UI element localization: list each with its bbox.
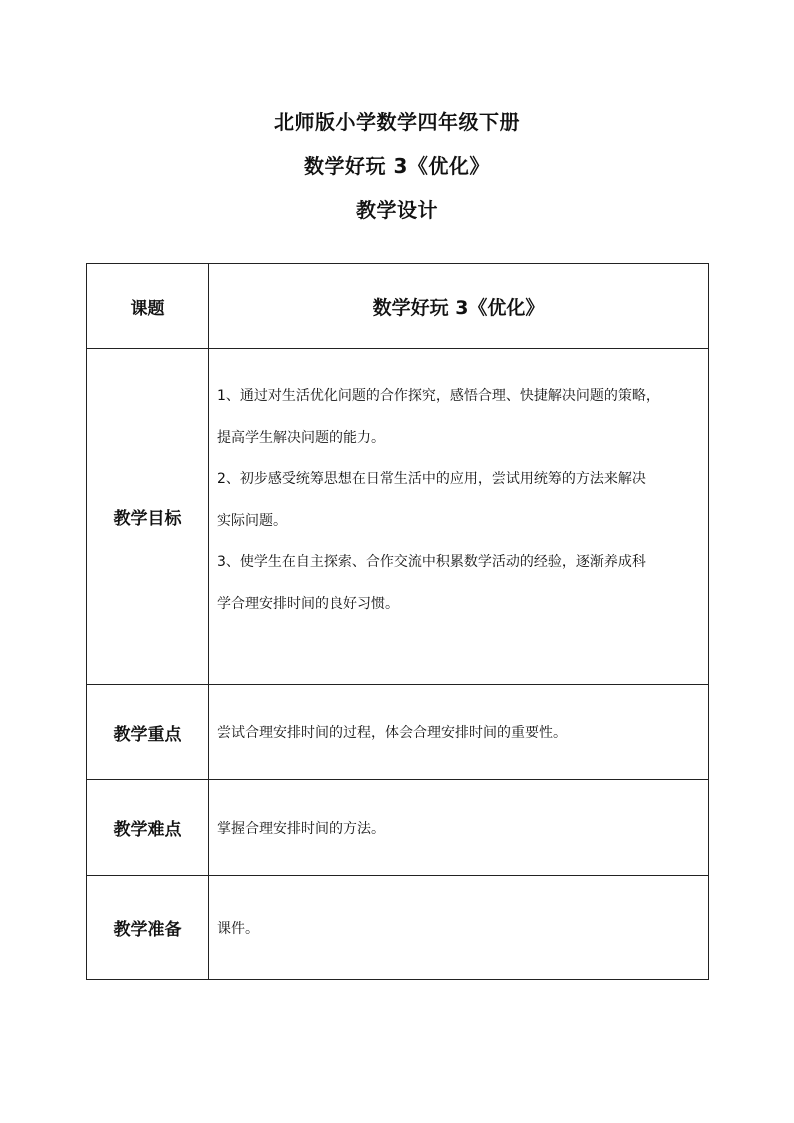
- objective-line: 2、初步感受统筹思想在日常生活中的应用，尝试用统筹的方法来解决: [217, 471, 646, 487]
- objectives-text: [217, 368, 704, 665]
- preparation-value: 课件。: [209, 876, 709, 980]
- difficulties-label: 教学难点: [87, 780, 209, 876]
- document-title-type: 教学设计: [356, 198, 438, 222]
- key-points-value: 尝试合理安排时间的过程，体会合理安排时间的重要性。: [209, 685, 709, 780]
- objective-line: 提高学生解决问题的能力。: [217, 429, 385, 446]
- document-title-lesson: 数学好玩 3《优化》: [304, 154, 490, 178]
- table-row-preparation: [87, 876, 709, 980]
- objective-line: 实际问题。: [217, 512, 287, 529]
- topic-value: 数学好玩 3《优化》: [209, 264, 709, 349]
- table-row-difficulties: [87, 780, 709, 876]
- objectives-label: 教学目标: [87, 349, 209, 685]
- preparation-label: 教学准备: [87, 876, 209, 980]
- objective-line: 3、使学生在自主探索、合作交流中积累数学活动的经验，逐渐养成科: [217, 554, 646, 570]
- objectives-cell: [209, 349, 709, 685]
- objective-line: 学合理安排时间的良好习惯。: [217, 595, 399, 612]
- topic-label: 课题: [87, 264, 209, 349]
- table-row-key-points: [87, 685, 709, 780]
- key-points-label: 教学重点: [87, 685, 209, 780]
- table-row-topic: [87, 264, 709, 349]
- objective-line: 1、通过对生活优化问题的合作探究，感悟合理、快捷解决问题的策略，: [217, 388, 660, 404]
- lesson-plan-table: [86, 263, 709, 980]
- difficulties-value: 掌握合理安排时间的方法。: [209, 780, 709, 876]
- table-row-objectives: [87, 349, 709, 685]
- document-title-textbook: 北师版小学数学四年级下册: [274, 110, 520, 134]
- document-title-block: [0, 100, 794, 232]
